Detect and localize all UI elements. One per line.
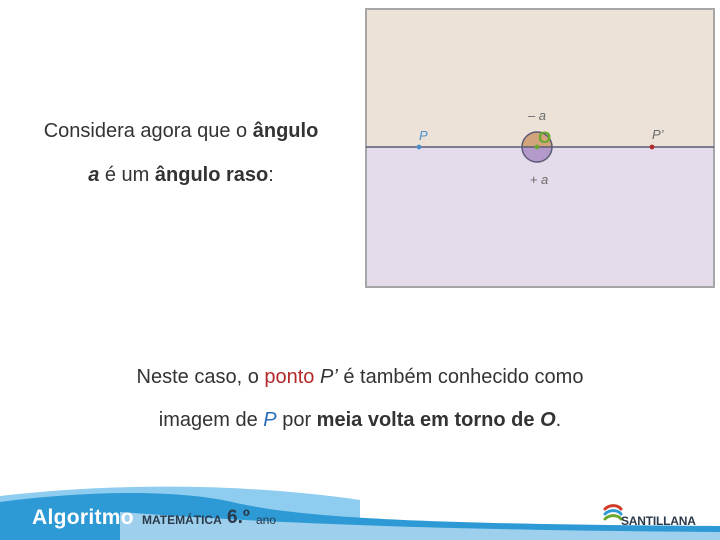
brand-name: Algoritmo: [32, 506, 134, 529]
caption-line-2: [0, 408, 720, 432]
lower-region: [366, 147, 714, 287]
label-p-prime: P’: [652, 127, 664, 142]
label-plus-a: + a: [529, 172, 549, 187]
intro-text-2: é um: [99, 164, 155, 186]
grade-ano: ano: [256, 513, 277, 527]
intro-angle-a: a: [88, 164, 100, 186]
caption-p: P: [263, 409, 277, 431]
point-p: [417, 145, 422, 150]
label-minus-a: – a: [527, 108, 547, 123]
caption-line-1: [0, 365, 720, 389]
label-p: P: [419, 128, 428, 143]
intro-colon: :: [268, 164, 274, 186]
caption-text-2: é também conhecido como: [337, 366, 584, 388]
label-o: O: [538, 128, 552, 147]
intro-line-1: [0, 119, 362, 143]
caption-text-1: Neste caso, o: [136, 366, 265, 388]
publisher-name: SANTILLANA: [621, 514, 696, 528]
caption-p-prime: P’: [319, 366, 338, 388]
caption-o: O: [540, 409, 556, 431]
geometry-figure: [365, 8, 715, 288]
caption-text-4: por: [276, 409, 317, 431]
intro-term-angulo: ângulo: [252, 120, 319, 142]
caption-period: .: [555, 409, 562, 431]
intro-line-2: [0, 163, 362, 187]
caption-text-3: imagem de: [158, 409, 264, 431]
caption-ponto: ponto: [264, 366, 320, 388]
grade-number: 6.º: [227, 507, 250, 528]
subject-name: MATEMÁTICA: [142, 513, 222, 527]
point-p-prime: [650, 145, 655, 150]
caption-meia-volta: meia volta em torno de: [316, 409, 541, 431]
intro-text-1: Considera agora que o: [43, 120, 253, 142]
intro-term-angulo-raso: ângulo raso: [154, 164, 269, 186]
